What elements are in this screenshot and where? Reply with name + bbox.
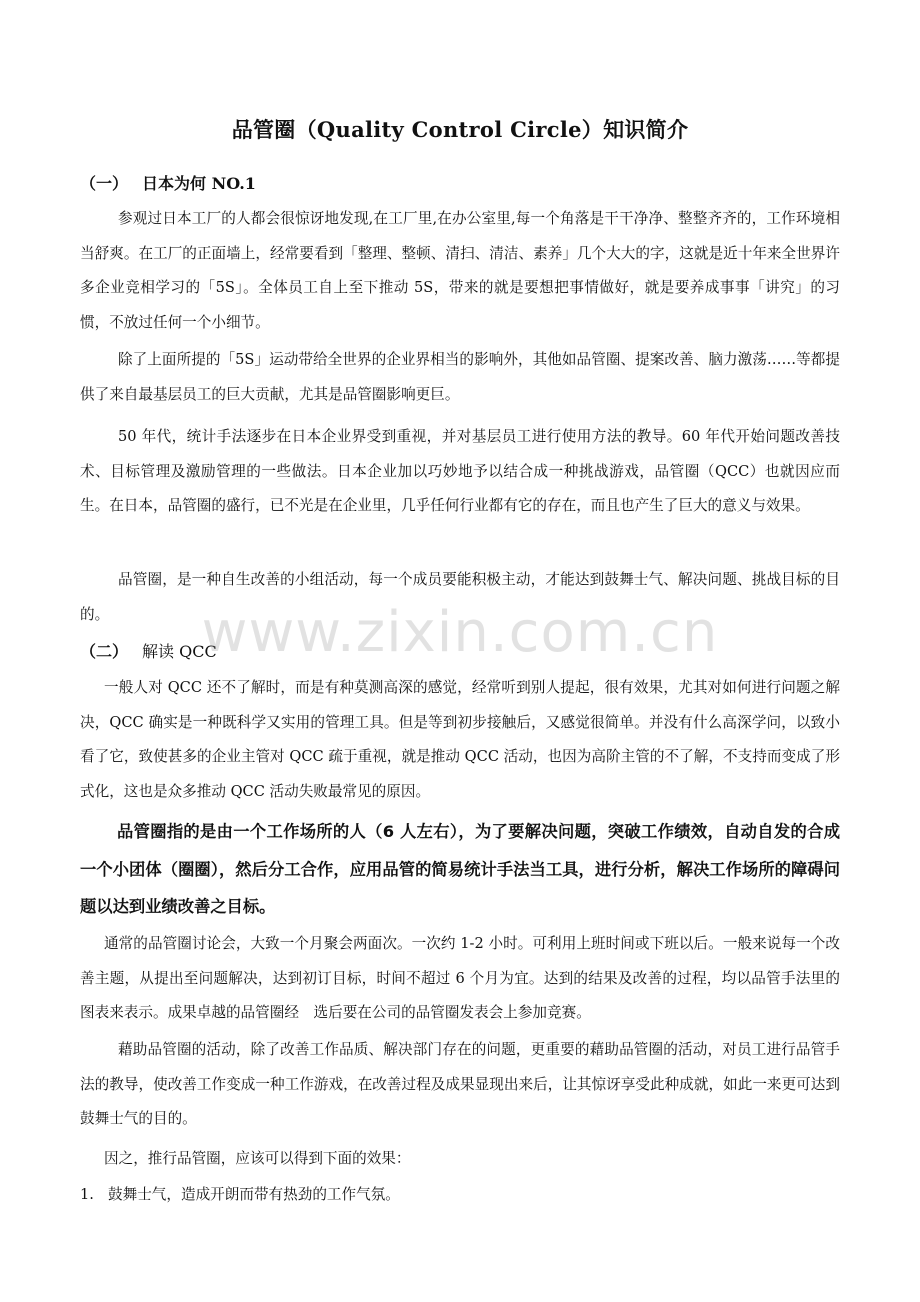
section-title: 日本为何 NO.1 bbox=[142, 174, 256, 193]
highlighted-definition: 品管圈指的是由一个工作场所的人（6 人左右），为了要解决问题，突破工作绩效，自动自发的合成一个小团体（圈圈），然后分工合作，应用品管的简易统计手法当工具，进行分析，解决工作场所的障碍问题以达到业绩改善之目标。 bbox=[80, 822, 840, 916]
section-heading-2 bbox=[80, 640, 217, 664]
watermark: www.zixin.com.cn bbox=[201, 600, 719, 665]
list-marker: 1. bbox=[80, 1186, 94, 1203]
paragraph: 因之，推行品管圈，应该可以得到下面的效果： bbox=[104, 1150, 411, 1167]
paragraph: 除了上面所提的「5S」运动带给全世界的企业界相当的影响外，其他如品管圈、提案改善、脑力激荡……等都提供了来自最基层员工的巨大贡献，尤其是品管圈影响更巨。 bbox=[80, 351, 840, 403]
paragraph: 品管圈，是一种自生改善的小组活动，每一个成员要能积极主动，才能达到鼓舞士气、解决问题、挑战目标的目的。 bbox=[80, 571, 840, 623]
document-title: 品管圈（Quality Control Circle）知识简介 bbox=[231, 117, 689, 142]
paragraph: 参观过日本工厂的人都会很惊讶地发现,在工厂里,在办公室里,每一个角落是干干净净、整整齐齐的，工作环境相当舒爽。在工厂的正面墙上，经常要看到「整理、整顿、清扫、清洁、素养」几个大大的字，这就是近十年来全世界许多企业竞相学习的「5S」。全体员工自上至下推动 5S，带来的就是要想把事情做好，就是要养成事事「讲究」的习惯，不放过任何一个小细节。 bbox=[80, 210, 840, 331]
list-item bbox=[80, 1178, 840, 1212]
paragraph: 藉助品管圈的活动，除了改善工作品质、解决部门存在的问题，更重要的藉助品管圈的活动，对员工进行品管手法的教导，使改善工作变成一种工作游戏，在改善过程及成果显现出来后，让其惊讶享受此种成就，如此一来更可达到鼓舞士气的目的。 bbox=[80, 1041, 840, 1128]
section-number: （一） bbox=[80, 174, 129, 193]
section-heading-1 bbox=[80, 172, 256, 196]
paragraph: 通常的品管圈讨论会，大致一个月聚会两面次。一次约 1-2 小时。可利用上班时间或下班以后。一般来说每一个改善主题，从提出至问题解决，达到初订目标，时间不超过 6 个月为宜。达到的结果及改善的过程，均以品管手法里的图表来表示。成果卓越的品管圈经 选后要在公司的品管圈发表会上参加竞赛。 bbox=[80, 935, 840, 1022]
section-number: （二） bbox=[80, 642, 129, 661]
paragraph: 一般人对 QCC 还不了解时，而是有种莫测高深的感觉，经常听到别人提起，很有效果，尤其对如何进行问题之解决，QCC 确实是一种既科学又实用的管理工具。但是等到初步接触后，又感觉很简单。并没有什么高深学问，以致小看了它，致使甚多的企业主管对 QCC 疏于重视，就是推动 QCC 活动，也因为高阶主管的不了解，不支持而变成了形式化，这也是众多推动 QCC 活动失败最常见的原因。 bbox=[80, 679, 840, 800]
paragraph: 50 年代，统计手法逐步在日本企业界受到重视，并对基层员工进行使用方法的教导。60 年代开始问题改善技术、目标管理及激励管理的一些做法。日本企业加以巧妙地予以结合成一种挑战游戏，品管圈（QCC）也就因应而生。在日本，品管圈的盛行，已不光是在企业里，几乎任何行业都有它的存在，而且也产生了巨大的意义与效果。 bbox=[80, 428, 840, 515]
list-text: 鼓舞士气，造成开朗而带有热劲的工作气氛。 bbox=[108, 1186, 400, 1203]
section-title: 解读 QCC bbox=[142, 642, 217, 661]
